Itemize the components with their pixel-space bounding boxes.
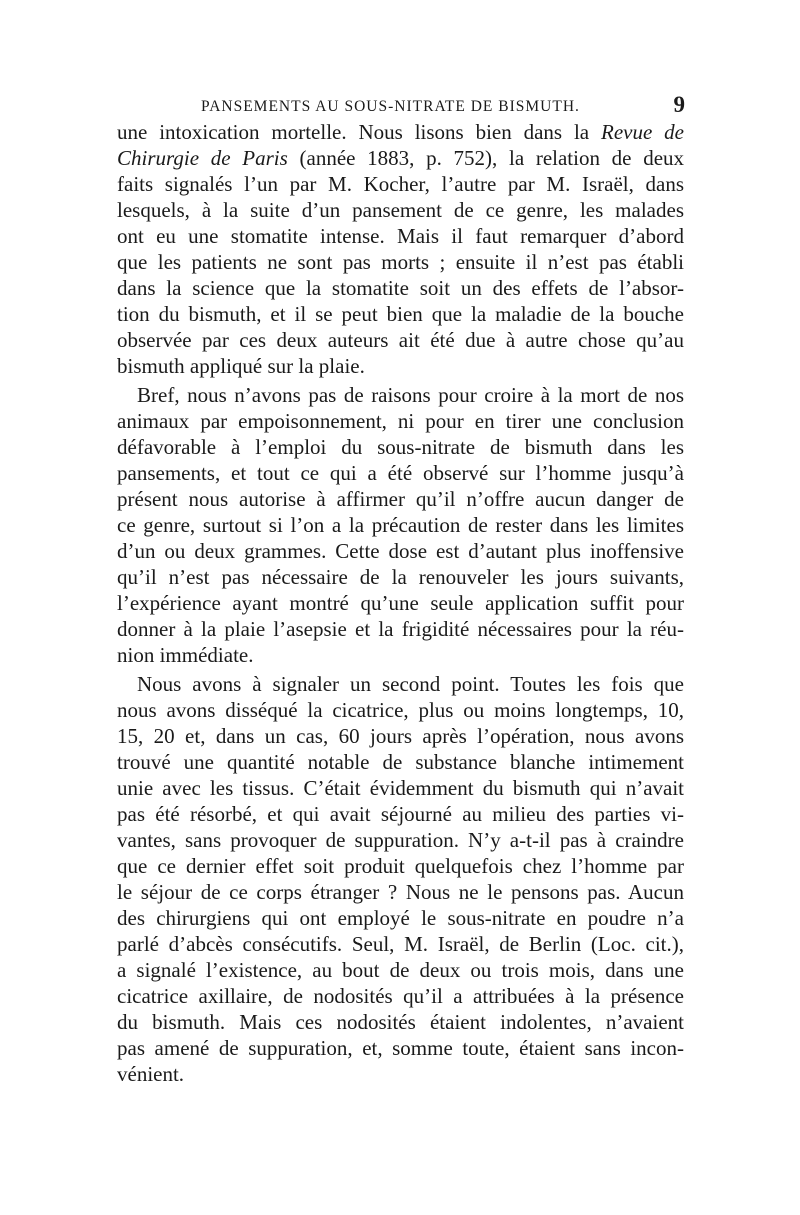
text-line: vantes, sans provoquer de suppuration. N’y a-t-il pas à craindre [117, 828, 684, 852]
text-line: a signalé l’existence, au bout de deux ou trois mois, dans une [117, 958, 684, 982]
running-title: PANSEMENTS AU SOUS-NITRATE DE BISMUTH. [201, 98, 580, 115]
paragraph-1 [117, 119, 684, 379]
text-line: faits signalés l’un par M. Kocher, l’autre par M. Israël, dans [117, 172, 684, 196]
text-line: pas été résorbé, et qui avait séjourné au milieu des parties vi- [117, 802, 684, 826]
text-line: ce genre, surtout si l’on a la précaution de rester dans les limites [117, 513, 684, 537]
text-line: nous avons disséqué la cicatrice, plus ou moins longtemps, 10, [117, 698, 684, 722]
paragraph-2 [117, 382, 684, 668]
paragraph-3 [117, 671, 684, 1087]
text-line: Chirurgie de Paris (année 1883, p. 752), la relation de deux [117, 146, 685, 170]
text-line: tion du bismuth, et il se peut bien que la maladie de la bouche [117, 302, 684, 326]
text-line: nion immédiate. [117, 643, 254, 667]
text-line: le séjour de ce corps étranger ? Nous ne le pensons pas. Aucun [117, 880, 684, 904]
text-line: dans la science que la stomatite soit un des effets de l’absor- [117, 276, 684, 300]
text-line: pansements, et tout ce qui a été observé sur l’homme jusqu’à [117, 461, 684, 485]
text-line: pas amené de suppuration, et, somme toute, étaient sans incon- [117, 1036, 684, 1060]
text-line: lesquels, à la suite d’un pansement de ce genre, les malades [117, 198, 684, 222]
running-head [117, 92, 685, 120]
text-line: parlé d’abcès consécutifs. Seul, M. Israël, de Berlin (Loc. cit.), [117, 932, 684, 956]
text-line: d’un ou deux grammes. Cette dose est d’autant plus inoffensive [117, 539, 684, 563]
text-line: l’expérience ayant montré qu’une seule application suffit pour [117, 591, 684, 615]
text-line: des chirurgiens qui ont employé le sous-nitrate en poudre n’a [117, 906, 684, 930]
text-line: que ce dernier effet soit produit quelquefois chez l’homme par [117, 854, 684, 878]
text-line: une intoxication mortelle. Nous lisons bien dans la Revue de [117, 120, 684, 144]
journal-title-italic: Chirurgie de Paris [117, 146, 288, 170]
text-line: cicatrice axillaire, de nodosités qu’il a attribuées à la présence [117, 984, 684, 1008]
text-line: unie avec les tissus. C’était évidemment du bismuth qui n’avait [117, 776, 684, 800]
text-line: observée par ces deux auteurs ait été due à autre chose qu’au [117, 328, 684, 352]
text-line: du bismuth. Mais ces nodosités étaient indolentes, n’avaient [117, 1010, 684, 1034]
text-line: présent nous autorise à affirmer qu’il n’offre aucun danger de [117, 487, 684, 511]
text-line: qu’il n’est pas nécessaire de la renouveler les jours suivants, [117, 565, 684, 589]
text-line: bismuth appliqué sur la plaie. [117, 354, 365, 378]
text-line: trouvé une quantité notable de substance blanche intimement [117, 750, 684, 774]
text-line: 15, 20 et, dans un cas, 60 jours après l’opération, nous avons [117, 724, 684, 748]
body-text [117, 119, 684, 1087]
journal-title-italic: Revue de [601, 120, 684, 144]
text-line: vénient. [117, 1062, 185, 1086]
text-line: donner à la plaie l’asepsie et la frigidité nécessaires pour la réu- [117, 617, 684, 641]
text-line: défavorable à l’emploi du sous-nitrate de bismuth dans les [117, 435, 684, 459]
text-line: Bref, nous n’avons pas de raisons pour croire à la mort de nos [137, 383, 684, 407]
text-line: animaux par empoisonnement, ni pour en tirer une conclusion [117, 409, 684, 433]
text-line: Nous avons à signaler un second point. Toutes les fois que [137, 672, 684, 696]
text-line: ont eu une stomatite intense. Mais il faut remarquer d’abord [117, 224, 684, 248]
page-number: 9 [673, 92, 685, 117]
text-line: que les patients ne sont pas morts ; ensuite il n’est pas établi [117, 250, 684, 274]
